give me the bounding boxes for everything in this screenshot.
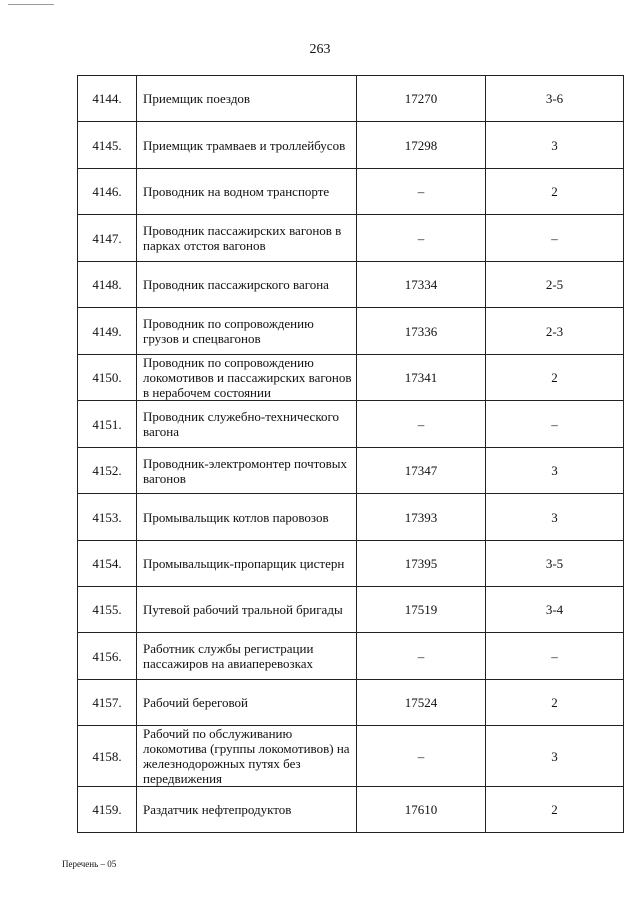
grade-range-cell: 3 [486,726,624,787]
grade-range-cell: 3 [486,448,624,494]
profession-name-cell: Приемщик трамваев и троллейбусов [137,122,357,169]
row-number-cell: 4150. [78,355,137,401]
grade-range-cell: 3-4 [486,587,624,633]
profession-code-cell: 17393 [357,494,486,541]
profession-name-cell: Работник службы регистрации пассажиров на авиаперевозках [137,633,357,680]
profession-code-cell: – [357,401,486,448]
table-row [78,76,624,122]
table-row [78,262,624,308]
profession-name-cell: Раздатчик нефтепродуктов [137,787,357,833]
profession-name-cell: Проводник на водном транспорте [137,169,357,215]
profession-code-cell: 17270 [357,76,486,122]
grade-range-cell: 3 [486,494,624,541]
row-number-cell: 4148. [78,262,137,308]
profession-name-cell: Приемщик поездов [137,76,357,122]
page-number: 263 [309,42,331,57]
row-number-cell: 4155. [78,587,137,633]
row-number-cell: 4146. [78,169,137,215]
profession-name-cell: Промывальщик-пропарщик цистерн [137,541,357,587]
footer-label: Перечень – 05 [62,859,117,869]
profession-name-cell: Проводник пассажирского вагона [137,262,357,308]
table-row [78,448,624,494]
profession-name-cell: Промывальщик котлов паровозов [137,494,357,541]
profession-name-cell: Проводник-электромонтер почтовых вагонов [137,448,357,494]
grade-range-cell: 2-3 [486,308,624,355]
grade-range-cell: – [486,215,624,262]
grade-range-cell: – [486,401,624,448]
table-row [78,587,624,633]
profession-code-cell: – [357,633,486,680]
row-number-cell: 4144. [78,76,137,122]
row-number-cell: 4157. [78,680,137,726]
profession-code-cell: – [357,169,486,215]
grade-range-cell: 3-6 [486,76,624,122]
table-row [78,726,624,787]
row-number-cell: 4159. [78,787,137,833]
row-number-cell: 4158. [78,726,137,787]
row-number-cell: 4151. [78,401,137,448]
profession-name-cell: Путевой рабочий тральной бригады [137,587,357,633]
grade-range-cell: 2-5 [486,262,624,308]
table-row [78,633,624,680]
table-row [78,541,624,587]
scan-edge-mark [8,4,54,5]
table-row [78,215,624,262]
profession-table [77,75,624,833]
profession-name-cell: Проводник по сопровождению грузов и спецвагонов [137,308,357,355]
grade-range-cell: 2 [486,355,624,401]
row-number-cell: 4147. [78,215,137,262]
profession-code-cell: 17334 [357,262,486,308]
profession-code-cell: 17524 [357,680,486,726]
grade-range-cell: – [486,633,624,680]
table-row [78,169,624,215]
table-row [78,308,624,355]
profession-code-cell: 17610 [357,787,486,833]
row-number-cell: 4145. [78,122,137,169]
profession-code-cell: 17347 [357,448,486,494]
grade-range-cell: 2 [486,169,624,215]
grade-range-cell: 3 [486,122,624,169]
profession-code-cell: 17336 [357,308,486,355]
table-row [78,401,624,448]
profession-name-cell: Проводник по сопровождению локомотивов и пассажирских вагонов в нерабочем состоянии [137,355,357,401]
profession-code-cell: 17341 [357,355,486,401]
profession-table-body [78,76,624,833]
profession-code-cell: 17298 [357,122,486,169]
profession-code-cell: – [357,726,486,787]
row-number-cell: 4154. [78,541,137,587]
table-row [78,787,624,833]
profession-name-cell: Рабочий береговой [137,680,357,726]
profession-code-cell: – [357,215,486,262]
profession-code-cell: 17519 [357,587,486,633]
profession-name-cell: Рабочий по обслуживанию локомотива (группы локомотивов) на железнодорожных путях без передвижения [137,726,357,787]
grade-range-cell: 3-5 [486,541,624,587]
profession-name-cell: Проводник пассажирских вагонов в парках отстоя вагонов [137,215,357,262]
grade-range-cell: 2 [486,787,624,833]
grade-range-cell: 2 [486,680,624,726]
row-number-cell: 4156. [78,633,137,680]
table-row [78,122,624,169]
table-row [78,355,624,401]
profession-code-cell: 17395 [357,541,486,587]
table-row [78,494,624,541]
profession-name-cell: Проводник служебно-технического вагона [137,401,357,448]
row-number-cell: 4152. [78,448,137,494]
table-row [78,680,624,726]
row-number-cell: 4153. [78,494,137,541]
row-number-cell: 4149. [78,308,137,355]
